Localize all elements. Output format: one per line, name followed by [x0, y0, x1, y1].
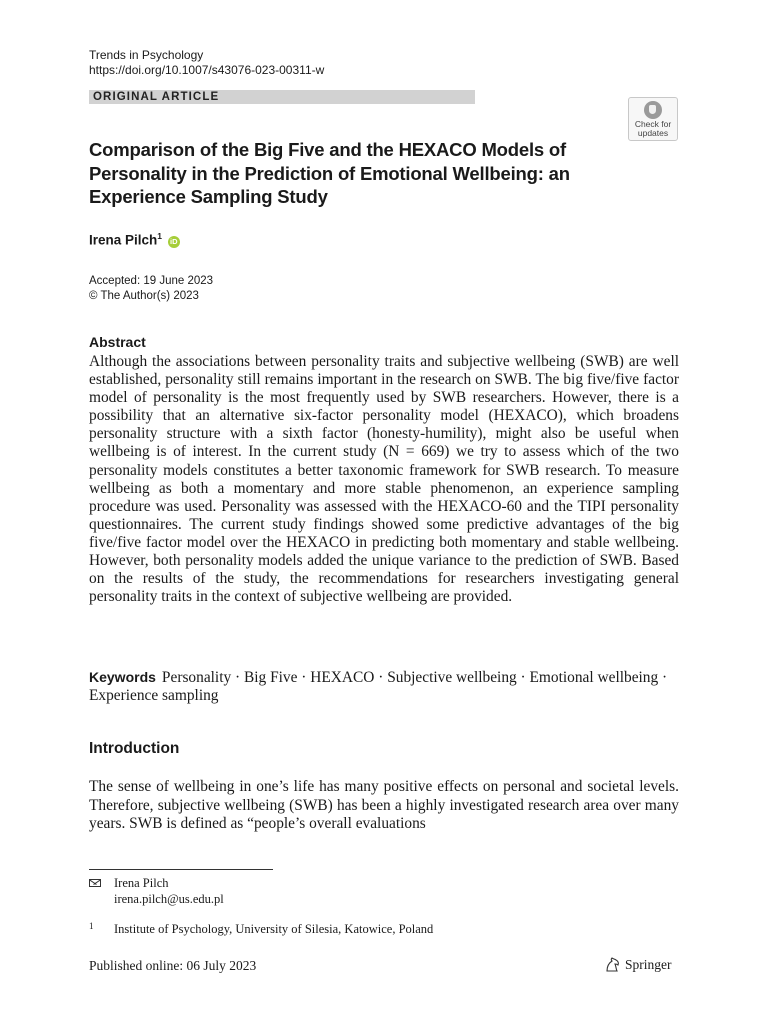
affiliation-text: Institute of Psychology, University of Silesia, Katowice, Poland [114, 922, 434, 936]
correspondence-email[interactable]: irena.pilch@us.edu.pl [114, 891, 224, 906]
published-online-date: Published online: 06 July 2023 [89, 958, 257, 973]
article-dates [89, 274, 213, 304]
accepted-date: Accepted: 19 June 2023 [89, 275, 214, 287]
keywords-label: Keywords [89, 669, 156, 685]
doi-link[interactable]: https://doi.org/10.1007/s43076-023-00311-w [89, 63, 325, 77]
footnote-divider [89, 869, 273, 870]
abstract-heading: Abstract [89, 334, 146, 350]
correspondence-note [89, 876, 224, 907]
publisher-logo[interactable] [604, 957, 672, 973]
springer-horse-icon [604, 957, 621, 972]
affiliation-number: 1 [89, 921, 94, 931]
introduction-text: The sense of wellbeing in one’s life has many positive effects on personal and societal levels. Therefore, subjective wellbeing (SWB) has been a highly investigated research area over many years. SWB is defined as “people’s overall evaluations [89, 778, 679, 833]
introduction-heading: Introduction [89, 740, 180, 757]
correspondence-name: Irena Pilch [114, 876, 169, 890]
keywords-list: Personality · Big Five · HEXACO · Subjective wellbeing · Emotional wellbeing · Experience sampling [89, 669, 668, 705]
envelope-icon [89, 879, 101, 887]
affiliation-note [89, 919, 433, 937]
copyright-line: © The Author(s) 2023 [89, 290, 199, 302]
keywords-section [89, 668, 679, 705]
article-title: Comparison of the Big Five and the HEXACO Models of Personality in the Prediction of Emotional Wellbeing: an Experience Sampling Study [89, 139, 570, 207]
crossmark-icon [644, 101, 662, 119]
author-affiliation-mark: 1 [157, 231, 163, 241]
publisher-name: Springer [625, 957, 672, 972]
journal-name: Trends in Psychology [89, 48, 204, 62]
author-line [89, 231, 180, 248]
check-for-label: Check for [634, 119, 672, 129]
author-name[interactable]: Irena Pilch [89, 232, 158, 248]
updates-label: updates [637, 128, 669, 138]
journal-header [89, 48, 324, 78]
check-for-updates-badge[interactable] [628, 97, 678, 141]
orcid-icon[interactable]: iD [168, 236, 180, 248]
article-type-bar: ORIGINAL ARTICLE [89, 90, 475, 104]
abstract-text: Although the associations between personality traits and subjective wellbeing (SWB) are well established, personality still remains important in the research on SWB. The big five/five factor model of personality is the most frequently used by SWB researchers. However, there is a possibility that an alternative six-factor personality model (HEXACO), which broadens personality structure with a sixth factor (honesty-humility), might also be useful when wellbeing is of interest. In the current study (N = 669) we try to assess which of the two personality models constitutes a better taxonomic framework for SWB research. To measure wellbeing as both a momentary and more stable phenomenon, an experience sampling procedure was used. Personality was assessed with the HEXACO-60 and the TIPI personality questionnaires. The current study findings showed some predictive advantages of the big five/five factor model over the HEXACO in predicting both momentary and stable wellbeing. However, both personality models added the unique variance to the prediction of SWB. Based on the results of the study, the recommendations for researchers investigating general personality traits in the context of subjective wellbeing are provided. [89, 353, 679, 606]
